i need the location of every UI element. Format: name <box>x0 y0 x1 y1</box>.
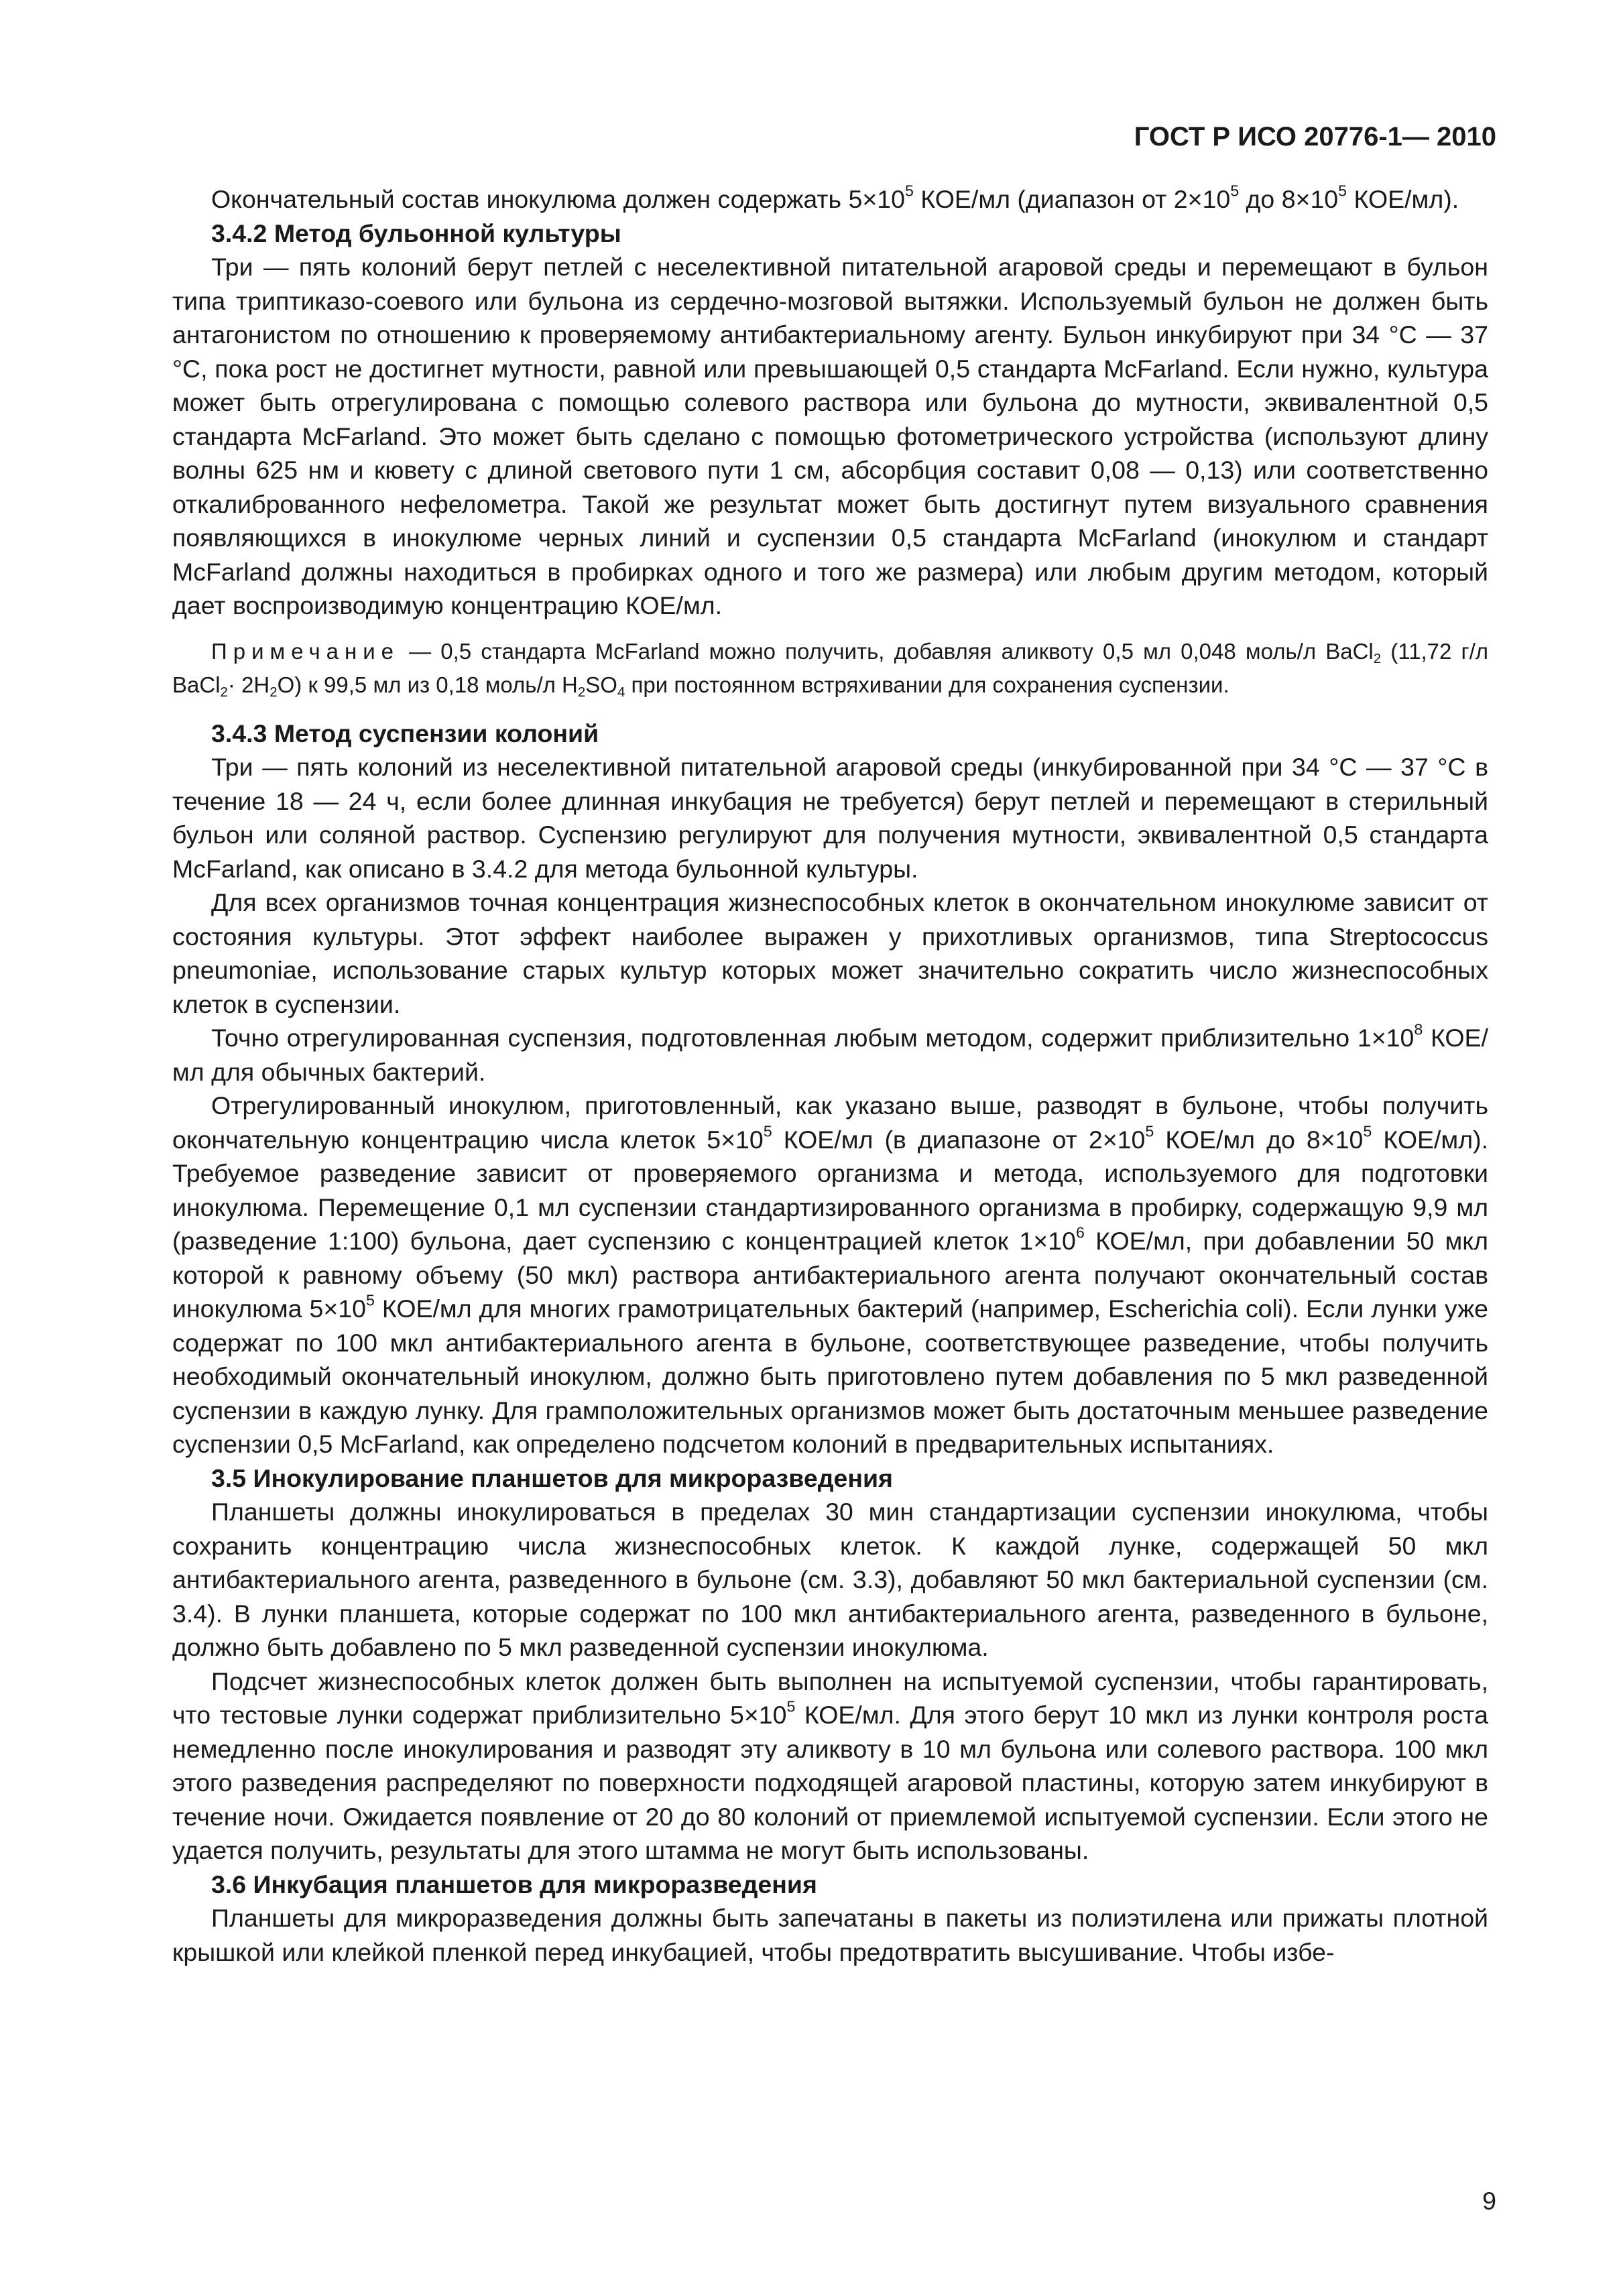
paragraph-organisms: Для всех организмов точная концентрация жизнеспособных клеток в окончательном инокулюме зависит от состояния культуры. Этот эффект наиболее выражен у прихотливых организмов, типа Streptococcus pneumoniae, использование старых культур которых может значительно сократить число жизнеспособных клеток в суспензии. <box>172 888 1488 1018</box>
page-number: 9 <box>1482 2187 1496 2215</box>
section-heading-3-5: 3.5 Инокулирование планшетов для микроразведения <box>211 1463 893 1492</box>
section-heading-3-4-3: 3.4.3 Метод суспензии колоний <box>211 719 599 747</box>
paragraph-viable-count: Подсчет жизнеспособных клеток должен быть выполнен на испытуемой суспензии, чтобы гарантировать, что тестовые лунки содержат приблизительно $5\times 10^5$ КОЕ/мл. Для этого берут 10 мкл из лунки контроля роста немедленно после инокулирования и разводят эту аликвоту в 10 мл бульона или солевого раствора. 100 мкл этого разведения распределяют по поверхности подходящей агаровой пластины, которую затем инкубируют в течение ночи. Ожидается появление от 20 до 80 колоний от приемлемой испытуемой суспензии. Если этого не удается получить, результаты для этого штамма не могут быть использованы. <box>172 1667 1488 1864</box>
paragraph-inoculum-dilution: Отрегулированный инокулюм, приготовленный, как указано выше, разводят в бульоне, чтобы получить окончательную концентрацию числа клеток $5\times 10^5$ КОЕ/мл (в диапазоне от $2\times 10^5$ КОЕ/мл до $8\times 10^5$ КОЕ/мл). Требуемое разведение зависит от проверяемого организма и метода, используемого для подготовки инокулюма. Перемещение 0,1 мл суспензии стандартизированного организма в пробирку, содержащую 9,9 мл (разведение 1:100) бульона, дает суспензию с концентрацией клеток $1\times 10^6$ КОЕ/мл, при добавлении 50 мкл которой к равному объему (50 мкл) раствора антибактериального агента получают окончательный состав инокулюма $5\times 10^5$ КОЕ/мл для многих грамотрицательных бактерий (например, Escherichia coli). Если лунки уже содержат по 100 мкл антибактериального агента в бульоне, соответствующее разведение, чтобы получить необходимый окончательный инокулюм, должно быть приготовлено путем добавления по 5 мкл разведенной суспензии в каждую лунку. Для грамположительных организмов может быть достаточным меньшее разведение суспензии 0,5 McFarland, как определено подсчетом колоний в предварительных испытаниях. <box>172 1091 1489 1458</box>
document-body <box>172 182 1488 1969</box>
paragraph-final-composition: Окончательный состав инокулюма должен содержать $5\times 10^5$ КОЕ/мл (диапазон от $2\times 10^5$ до $8\times 10^5$ КОЕ/мл). <box>211 182 1459 213</box>
paragraph-plate-incubation: Планшеты для микроразведения должны быть запечатаны в пакеты из полиэтилена или прижаты плотной крышкой или клейкой пленкой перед инкубацией, чтобы предотвратить высушивание. Чтобы избе- <box>172 1904 1488 1966</box>
standard-header: ГОСТ Р ИСО 20776-1— 2010 <box>1134 122 1496 152</box>
section-heading-3-6: 3.6 Инкубация планшетов для микроразведения <box>211 1870 817 1898</box>
note-paragraph: Примечание — 0,5 стандарта McFarland можно получить, добавляя аликвоту 0,5 мл 0,048 моль/л BaCl$_2$ (11,72 г/л BaCl$_2$· $2H_2O$) к 99,5 мл из 0,18 моль/л $H_2SO_4$ при постоянном встряхивании для сохранения суспензии. <box>172 638 1488 700</box>
paragraph-broth-culture: Три — пять колоний берут петлей с неселективной питательной агаровой среды и перемещают в бульон типа триптиказо-соевого или бульона из сердечно-мозговой вытяжки. Используемый бульон не должен быть антагонистом по отношению к проверяемому антибактериальному агенту. Бульон инкубируют при 34 °С — 37 °С, пока рост не достигнет мутности, равной или превышающей 0,5 стандарта McFarland. Если нужно, культура может быть отрегулирована с помощью солевого раствора или бульона до мутности, эквивалентной 0,5 стандарта McFarland. Это может быть сделано с помощью фотометрического устройства (используют длину волны 625 нм и кювету с длиной светового пути 1 см, абсорбция составит 0,08 — 0,13) или соответственно откалиброванного нефелометра. Такой же результат может быть достигнут путем визуального сравнения появляющихся в инокулюме черных линий и суспензии 0,5 стандарта McFarland (инокулюм и стандарт McFarland должны находиться в пробирках одного и того же размера) или любым другим методом, который дает воспроизводимую концентрацию КОЕ/мл. <box>172 253 1488 619</box>
paragraph-colony-suspension: Три — пять колоний из неселективной питательной агаровой среды (инкубированной при 34 °С — 37 °С в течение 18 — 24 ч, если более длинная инкубация не требуется) берут петлей и перемещают в стерильный бульон или соляной раствор. Суспензию регулируют для получения мутности, эквивалентной 0,5 стандарта McFarland, как описано в 3.4.2 для метода бульонной культуры. <box>172 753 1488 883</box>
paragraph-adjusted-suspension: Точно отрегулированная суспензия, подготовленная любым методом, содержит приблизительно $1\times 10^8$ КОЕ/мл для обычных бактерий. <box>172 1020 1488 1086</box>
section-heading-3-4-2: 3.4.2 Метод бульонной культуры <box>211 219 621 247</box>
paragraph-plate-inoculation: Планшеты должны инокулироваться в пределах 30 мин стандартизации суспензии инокулюма, чтобы сохранить концентрацию числа жизнеспособных клеток. К каждой лунке, содержащей 50 мкл антибактериального агента, разведенного в бульоне (см. 3.3), добавляют 50 мкл бактериальной суспензии (см. 3.4). В лунки планшета, которые содержат по 100 мкл антибактериального агента, разведенного в бульоне, должно быть добавлено по 5 мкл разведенной суспензии инокулюма. <box>172 1498 1488 1661</box>
